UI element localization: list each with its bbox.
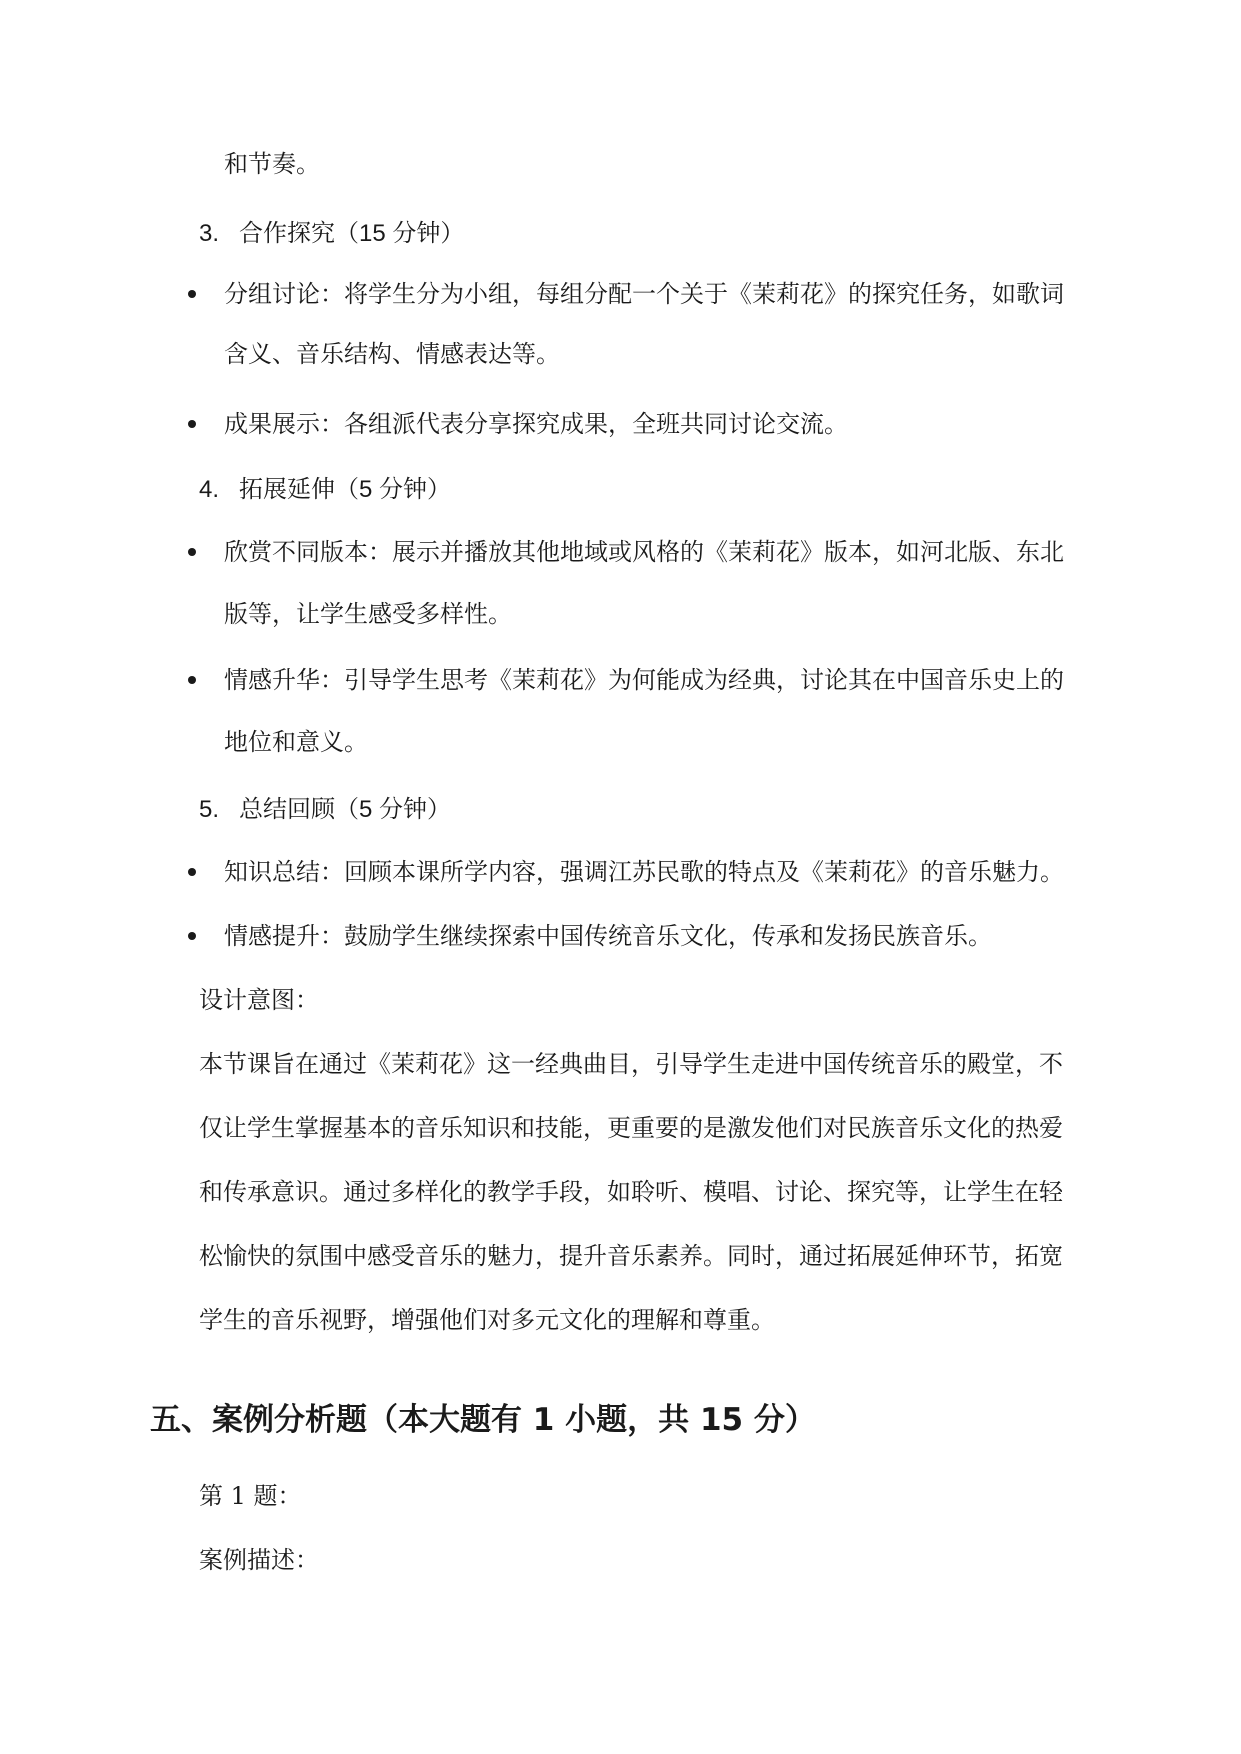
section-heading: 五、案例分析题（本大题有 1 小题，共 15 分） bbox=[150, 1402, 816, 1438]
bullet-item: 情感提升：鼓励学生继续探索中国传统音乐文化，传承和发扬民族音乐。 bbox=[224, 922, 992, 950]
step-number: 3. bbox=[199, 220, 220, 247]
bullet-icon bbox=[188, 868, 196, 876]
paragraph-line: 和传承意识。通过多样化的教学手段，如聆听、模唱、讨论、探究等，让学生在轻 bbox=[199, 1178, 1063, 1206]
bullet-item: 知识总结：回顾本课所学内容，强调江苏民歌的特点及《茉莉花》的音乐魅力。 bbox=[224, 858, 1064, 886]
step-number: 5. bbox=[199, 796, 220, 823]
paragraph-line: 仅让学生掌握基本的音乐知识和技能，更重要的是激发他们对民族音乐文化的热爱 bbox=[199, 1114, 1063, 1142]
bullet-item-cont: 含义、音乐结构、情感表达等。 bbox=[224, 340, 560, 368]
paragraph-line: 本节课旨在通过《茉莉花》这一经典曲目，引导学生走进中国传统音乐的殿堂，不 bbox=[199, 1050, 1063, 1078]
paragraph-line: 学生的音乐视野，增强他们对多元文化的理解和尊重。 bbox=[199, 1306, 775, 1334]
bullet-item: 情感升华：引导学生思考《茉莉花》为何能成为经典，讨论其在中国音乐史上的 bbox=[224, 666, 1064, 694]
bullet-icon bbox=[188, 676, 196, 684]
bullet-icon bbox=[188, 548, 196, 556]
bullet-icon bbox=[188, 290, 196, 298]
bullet-item: 分组讨论：将学生分为小组，每组分配一个关于《茉莉花》的探究任务，如歌词 bbox=[224, 280, 1064, 308]
bullet-item: 欣赏不同版本：展示并播放其他地域或风格的《茉莉花》版本，如河北版、东北 bbox=[224, 538, 1064, 566]
design-intent-label: 设计意图： bbox=[199, 986, 319, 1014]
step-title: 总结回顾（5 分钟） bbox=[239, 796, 452, 823]
bullet-item: 成果展示：各组派代表分享探究成果，全班共同讨论交流。 bbox=[224, 410, 848, 438]
bullet-icon bbox=[188, 932, 196, 940]
step-5-heading bbox=[199, 794, 451, 826]
step-number: 4. bbox=[199, 476, 220, 503]
continued-text: 和节奏。 bbox=[224, 150, 320, 178]
case-description-label: 案例描述： bbox=[199, 1546, 319, 1574]
step-title: 拓展延伸（5 分钟） bbox=[239, 476, 452, 503]
step-title: 合作探究（15 分钟） bbox=[239, 220, 465, 247]
bullet-icon bbox=[188, 420, 196, 428]
paragraph-line: 松愉快的氛围中感受音乐的魅力，提升音乐素养。同时，通过拓展延伸环节，拓宽 bbox=[199, 1242, 1063, 1270]
step-4-heading bbox=[199, 474, 451, 506]
bullet-item-cont: 版等，让学生感受多样性。 bbox=[224, 600, 512, 628]
bullet-item-cont: 地位和意义。 bbox=[224, 728, 368, 756]
step-3-heading bbox=[199, 218, 464, 250]
question-number: 第 1 题： bbox=[199, 1482, 302, 1510]
